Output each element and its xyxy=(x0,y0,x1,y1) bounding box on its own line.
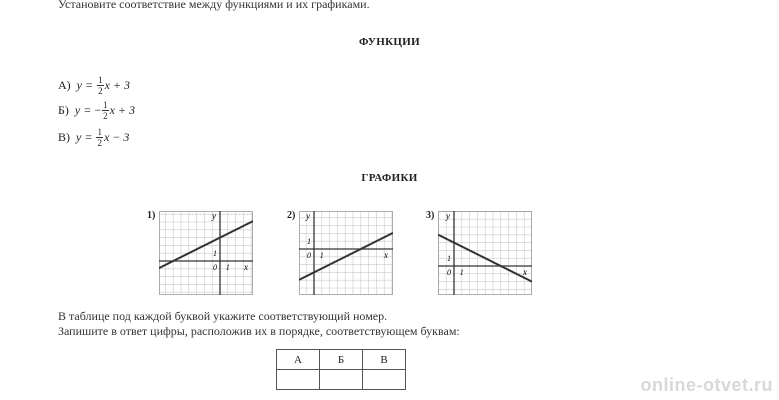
unit-y-label: 1 xyxy=(307,237,311,247)
function-prefix: y = xyxy=(74,102,92,117)
unit-y-label: 1 xyxy=(447,254,451,264)
function-prefix: y = xyxy=(76,77,94,92)
graph-3 xyxy=(438,211,532,295)
answer-cell-b[interactable] xyxy=(320,370,363,390)
y-axis-label: y xyxy=(212,211,216,221)
function-letter: В) xyxy=(58,129,70,144)
y-axis-label: y xyxy=(306,211,310,221)
origin-label: 0 xyxy=(213,263,217,272)
function-suffix: x − 3 xyxy=(103,129,130,144)
graph-grid xyxy=(438,211,532,295)
origin-label: 0 xyxy=(307,251,311,260)
fraction-denominator: 2 xyxy=(103,110,108,121)
answer-header-a: А xyxy=(277,350,320,370)
function-b xyxy=(58,97,135,123)
function-a xyxy=(58,72,130,98)
answer-header-c: В xyxy=(363,350,406,370)
graph-1-label: 1) xyxy=(147,210,156,221)
watermark: online-otvet.ru xyxy=(640,375,773,395)
fraction-denominator: 2 xyxy=(98,85,103,96)
fraction xyxy=(102,100,109,121)
graph-2-label: 2) xyxy=(287,210,296,221)
instruction-text: Установите соответствие между функциями и их графиками. xyxy=(58,0,370,11)
graphs-heading: ГРАФИКИ xyxy=(361,172,418,184)
x-axis-label: x xyxy=(523,267,527,277)
answer-table-header-row xyxy=(277,350,406,370)
function-letter: А) xyxy=(58,77,71,92)
unit-x-label: 1 xyxy=(459,268,464,277)
fraction-numerator: 1 xyxy=(103,99,108,110)
x-axis-label: x xyxy=(244,262,248,272)
function-letter: Б) xyxy=(58,102,69,117)
x-axis-label: x xyxy=(384,250,388,260)
fraction-numerator: 1 xyxy=(98,74,103,85)
answer-table xyxy=(276,349,406,390)
function-c xyxy=(58,124,129,150)
origin-label: 0 xyxy=(447,268,451,277)
unit-x-label: 1 xyxy=(225,263,230,272)
function-prefix: y = xyxy=(76,129,93,144)
fraction xyxy=(97,75,104,96)
fraction xyxy=(96,127,103,148)
function-suffix: x + 3 xyxy=(109,102,136,117)
unit-y-label: 1 xyxy=(213,249,217,259)
graph-grid xyxy=(299,211,393,295)
answer-cell-c[interactable] xyxy=(363,370,406,390)
functions-heading: ФУНКЦИИ xyxy=(359,36,420,48)
graph-3-label: 3) xyxy=(426,210,435,221)
answer-cell-a[interactable] xyxy=(277,370,320,390)
graph-2 xyxy=(299,211,393,295)
answer-header-b: Б xyxy=(320,350,363,370)
function-sign: − xyxy=(94,102,102,117)
function-line xyxy=(299,233,393,280)
note-line-1: В таблице под каждой буквой укажите соответствующий номер. xyxy=(58,309,388,323)
graph-grid xyxy=(159,211,253,295)
y-axis-label: y xyxy=(446,211,450,221)
fraction-numerator: 1 xyxy=(97,126,102,137)
function-suffix: x + 3 xyxy=(104,77,131,92)
graph-1 xyxy=(159,211,253,295)
unit-x-label: 1 xyxy=(319,251,324,260)
answer-table-value-row xyxy=(277,370,406,390)
note-line-2: Запишите в ответ цифры, расположив их в порядке, соответствующем буквам: xyxy=(58,324,460,338)
fraction-denominator: 2 xyxy=(97,137,102,148)
